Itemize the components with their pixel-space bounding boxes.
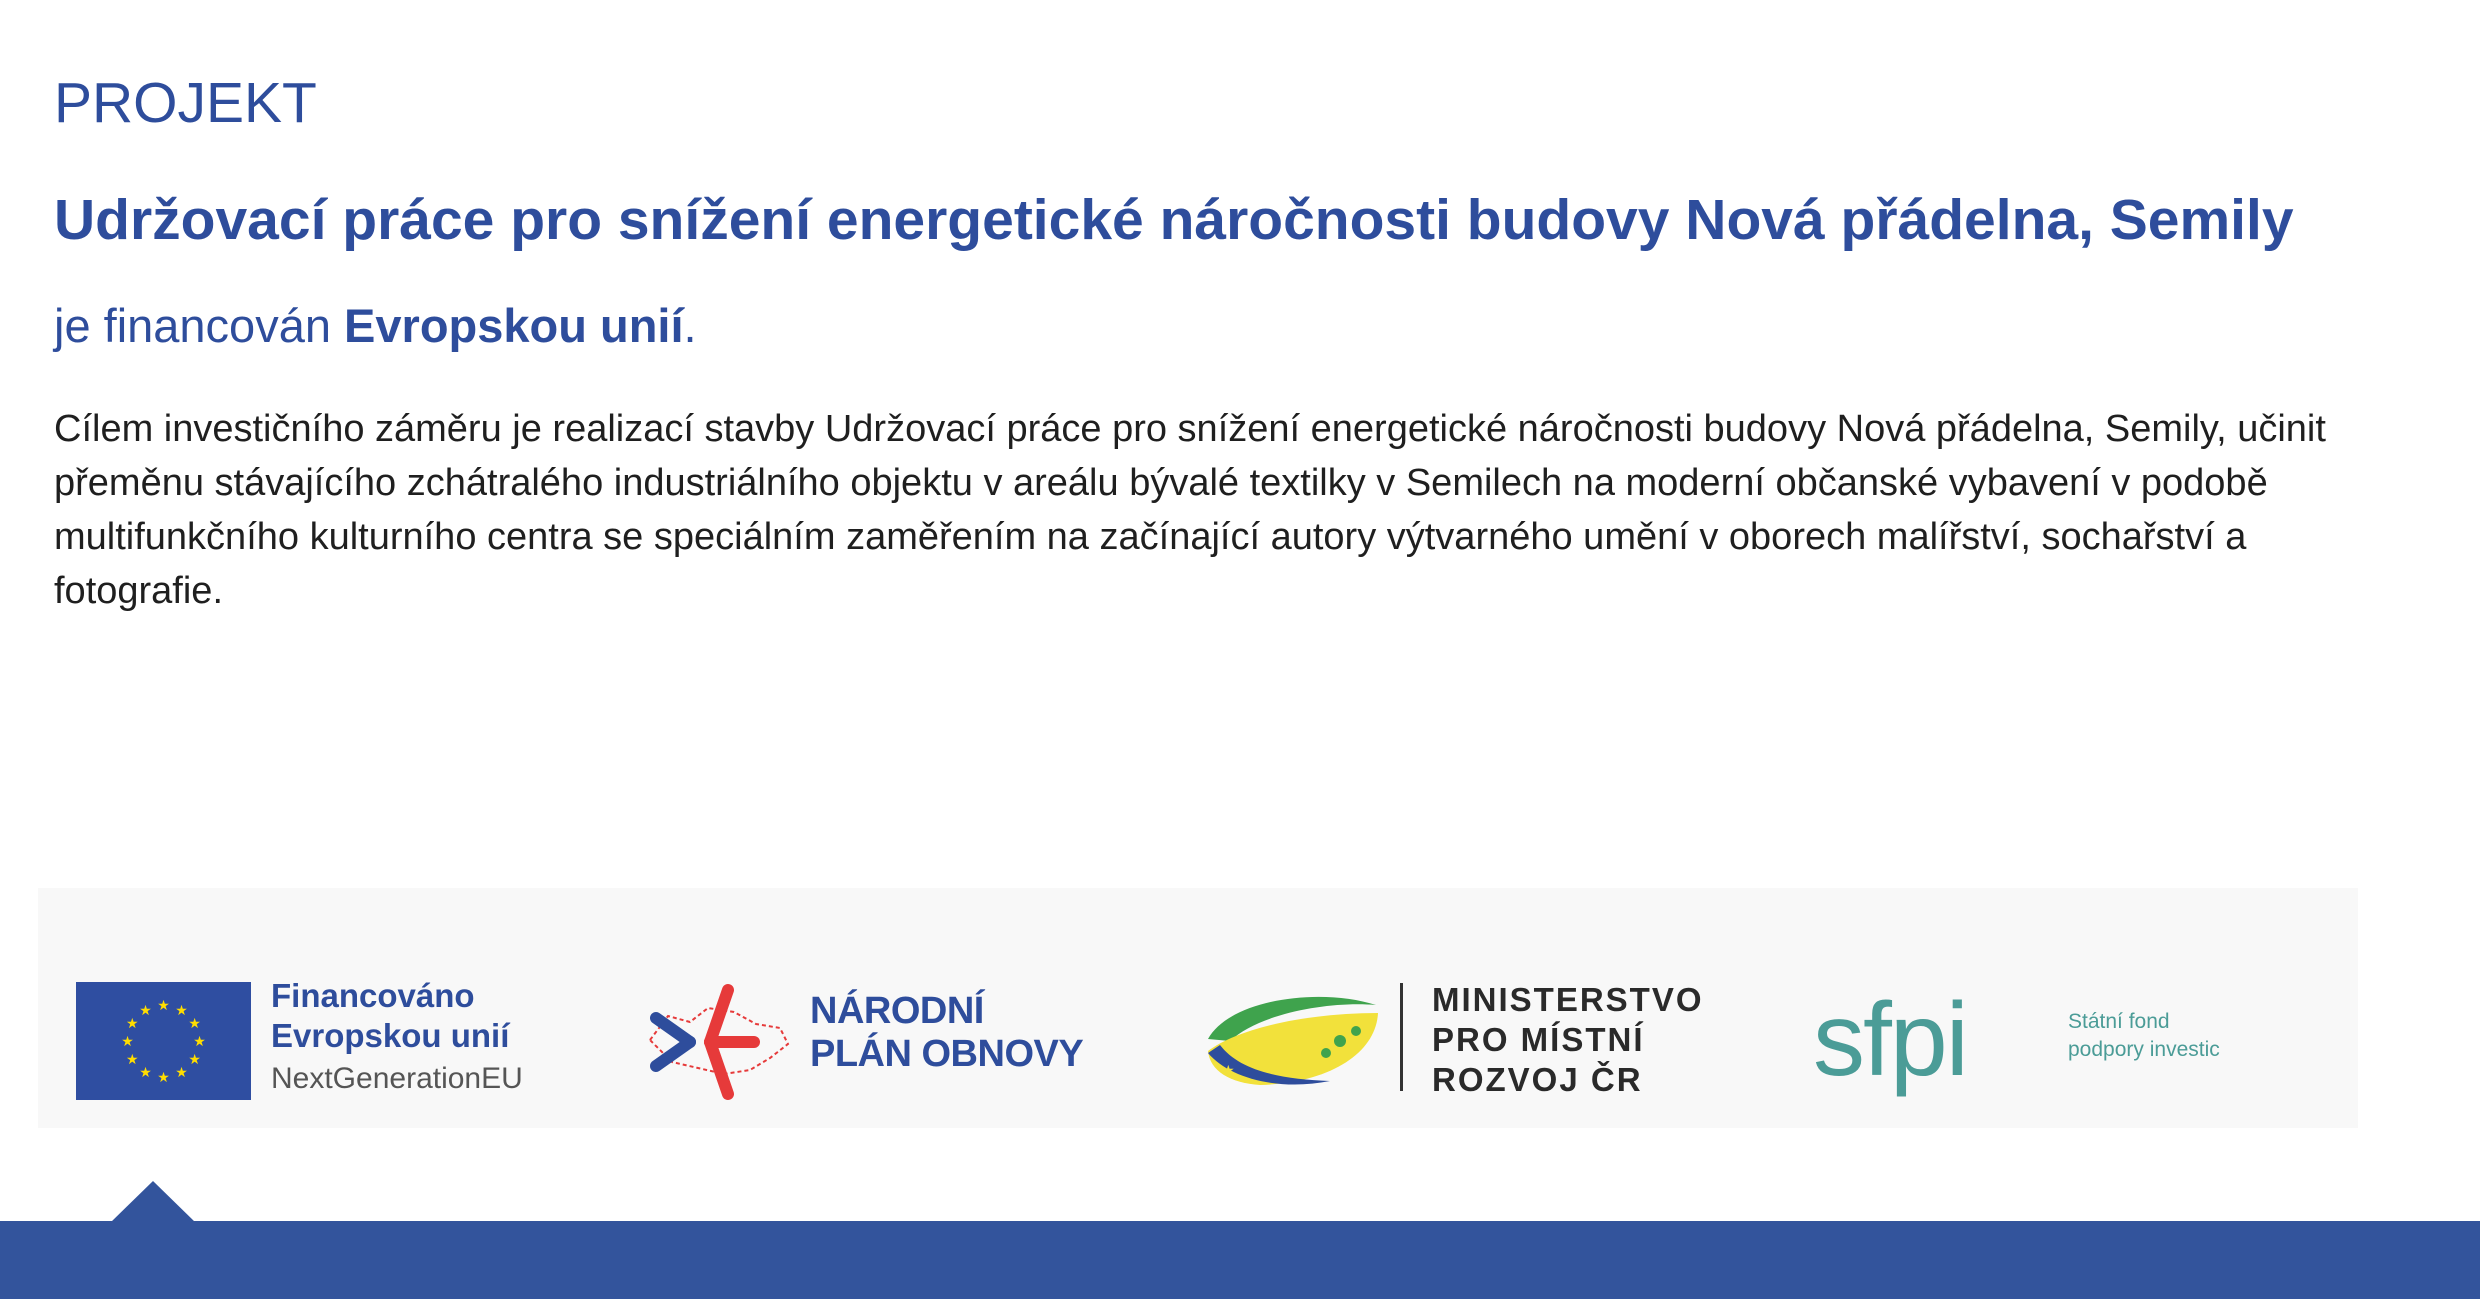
eu-star-icon: ★ [139, 1002, 152, 1019]
svg-text:★: ★ [1244, 1045, 1261, 1066]
eu-star-icon: ★ [157, 1070, 170, 1086]
svg-text:★: ★ [1222, 1063, 1235, 1079]
eu-logo-line1: Financováno [271, 977, 475, 1014]
bar-notch [110, 1181, 196, 1223]
mmr-logo-text [1432, 980, 1704, 1100]
eu-star-icon: ★ [139, 1065, 152, 1082]
funding-prefix: je financován [54, 299, 345, 352]
funding-emphasis: Evropskou unií [344, 299, 684, 352]
project-description: Cílem investičního záměru je realizací stavby Udržovací práce pro snížení energetické náročnosti budovy Nová přádelna, Semily, učinit přeměnu stávajícího zchátralého industriálního objektu v areálu bývalé textilky v Semilech na moderní občanské vybavení v podobě multifunkčního kulturního centra se speciálním zaměřením na začínající autory výtvarného umění v oborech malířství, sochařství a fotografie. [54, 408, 2326, 612]
project-kicker: PROJEKT [54, 71, 317, 135]
npo-emblem-icon [638, 978, 798, 1108]
project-title: Udržovací práce pro snížení energetické náročnosti budovy Nová přádelna, Semily [54, 188, 2294, 252]
eu-logo-line2: Evropskou unií [271, 1017, 510, 1054]
npo-logo-text [810, 990, 1083, 1076]
mmr-divider [1400, 983, 1403, 1091]
eu-logo-line3: NextGenerationEU [271, 1062, 523, 1095]
funding-statement [54, 299, 697, 352]
sfpi-logo-name: sfpi [1813, 982, 1967, 1098]
funding-suffix: . [683, 299, 697, 352]
eu-star-icon: ★ [175, 1065, 188, 1082]
npo-logo-line2: PLÁN OBNOVY [810, 1033, 1084, 1075]
eu-star-icon: ★ [121, 1034, 134, 1050]
mmr-logo-line2: PRO MÍSTNÍ [1432, 1021, 1645, 1058]
eu-star-icon: ★ [126, 1052, 139, 1068]
mmr-logo-line3: ROZVOJ ČR [1432, 1061, 1643, 1098]
eu-star-icon: ★ [157, 998, 170, 1014]
eu-star-icon: ★ [126, 1016, 139, 1032]
mmr-emblem-icon [1200, 983, 1390, 1093]
bottom-bar [0, 1221, 2480, 1299]
sfpi-logo-text [2068, 1008, 2220, 1064]
eu-star-icon: ★ [188, 1016, 201, 1032]
eu-flag-icon [76, 982, 251, 1100]
eu-star-icon: ★ [188, 1052, 201, 1068]
eu-star-icon: ★ [193, 1034, 206, 1050]
logo-band [38, 888, 2358, 1128]
npo-logo-line1: NÁRODNÍ [810, 990, 984, 1032]
sfpi-logo-line1: Státní fond [2068, 1010, 2170, 1033]
eu-logo-text [271, 976, 551, 1098]
eu-star-icon: ★ [175, 1002, 188, 1019]
mmr-logo-line1: MINISTERSTVO [1432, 981, 1704, 1018]
sfpi-logo-line2: podpory investic [2068, 1038, 2220, 1061]
